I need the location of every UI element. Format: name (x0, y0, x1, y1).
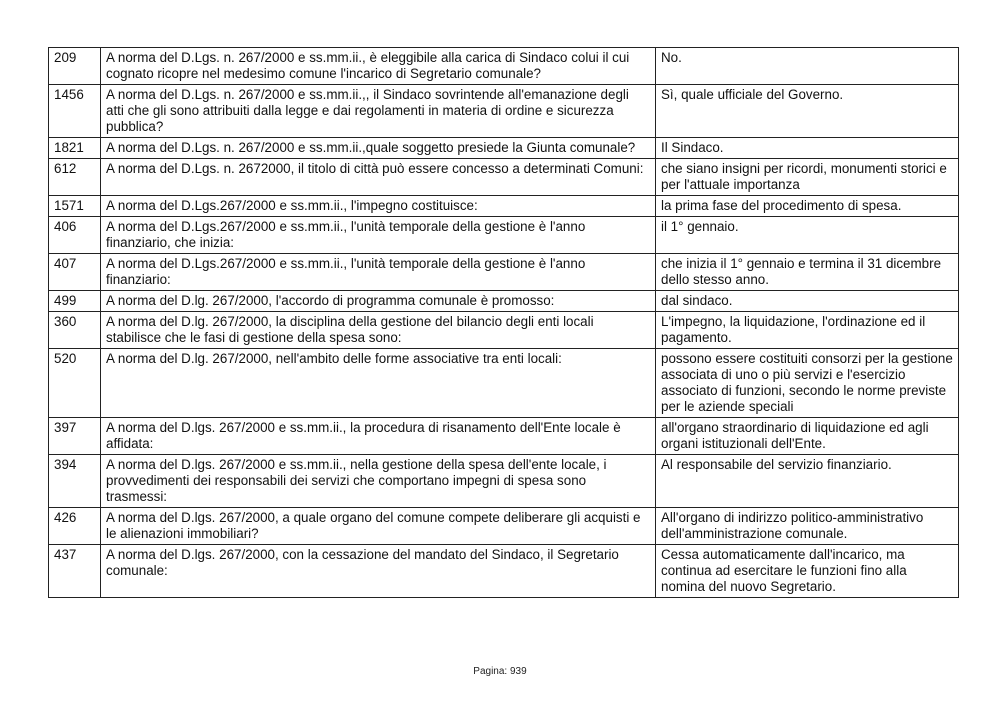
question-id: 407 (49, 254, 101, 291)
answer-text: Al responsabile del servizio finanziario. (656, 455, 959, 508)
question-text: A norma del D.lgs. 267/2000 e ss.mm.ii., la procedura di risanamento dell'Ente locale è affidata: (101, 418, 656, 455)
question-text: A norma del D.lgs. 267/2000 e ss.mm.ii., nella gestione della spesa dell'ente locale, i provvedimenti dei responsabili dei servizi che comportano impegni di spesa sono trasmessi: (101, 455, 656, 508)
question-id: 209 (49, 48, 101, 85)
question-text: A norma del D.lg. 267/2000, la disciplina della gestione del bilancio degli enti locali stabilisce che le fasi di gestione della spesa sono: (101, 312, 656, 349)
question-text: A norma del D.Lgs. n. 2672000, il titolo di città può essere concesso a determinati Comuni: (101, 159, 656, 196)
question-text: A norma del D.Lgs. n. 267/2000 e ss.mm.ii., è eleggibile alla carica di Sindaco colui il cui cognato ricopre nel medesimo comune l'incarico di Segretario comunale? (101, 48, 656, 85)
answer-text: L'impegno, la liquidazione, l'ordinazione ed il pagamento. (656, 312, 959, 349)
answer-text: possono essere costituiti consorzi per la gestione associata di uno o più servizi e l'esercizio associato di funzioni, secondo le norme previste per le aziende speciali (656, 349, 959, 418)
question-id: 520 (49, 349, 101, 418)
table-row (49, 508, 959, 545)
table-row (49, 349, 959, 418)
table-row (49, 418, 959, 455)
table-row (49, 196, 959, 217)
question-text: A norma del D.lgs. 267/2000, con la cessazione del mandato del Sindaco, il Segretario comunale: (101, 545, 656, 598)
question-text: A norma del D.lgs. 267/2000, a quale organo del comune compete deliberare gli acquisti e le alienazioni immobiliari? (101, 508, 656, 545)
table-row (49, 254, 959, 291)
question-id: 437 (49, 545, 101, 598)
question-id: 612 (49, 159, 101, 196)
question-text: A norma del D.Lgs.267/2000 e ss.mm.ii., l'unità temporale della gestione è l'anno finanziario, che inizia: (101, 217, 656, 254)
question-text: A norma del D.Lgs. n. 267/2000 e ss.mm.ii.,, il Sindaco sovrintende all'emanazione degli atti che gli sono attribuiti dalla legge e dai regolamenti in materia di ordine e sicurezza pubblica? (101, 85, 656, 138)
table-row (49, 85, 959, 138)
answer-text: all'organo straordinario di liquidazione ed agli organi istituzionali dell'Ente. (656, 418, 959, 455)
table-row (49, 138, 959, 159)
table-row (49, 455, 959, 508)
question-id: 1571 (49, 196, 101, 217)
page-number: Pagina: 939 (473, 666, 527, 677)
qa-table (48, 47, 959, 598)
question-id: 394 (49, 455, 101, 508)
question-id: 406 (49, 217, 101, 254)
table-row (49, 217, 959, 254)
question-text: A norma del D.Lgs.267/2000 e ss.mm.ii., l'unità temporale della gestione è l'anno finanziario: (101, 254, 656, 291)
answer-text: che inizia il 1° gennaio e termina il 31 dicembre dello stesso anno. (656, 254, 959, 291)
question-id: 1821 (49, 138, 101, 159)
table-row (49, 545, 959, 598)
answer-text: No. (656, 48, 959, 85)
table-row (49, 159, 959, 196)
answer-text: Cessa automaticamente dall'incarico, ma continua ad esercitare le funzioni fino alla nomina del nuovo Segretario. (656, 545, 959, 598)
question-text: A norma del D.Lgs.267/2000 e ss.mm.ii., l'impegno costituisce: (101, 196, 656, 217)
answer-text: dal sindaco. (656, 291, 959, 312)
question-text: A norma del D.lg. 267/2000, l'accordo di programma comunale è promosso: (101, 291, 656, 312)
question-id: 426 (49, 508, 101, 545)
answer-text: Il Sindaco. (656, 138, 959, 159)
question-text: A norma del D.Lgs. n. 267/2000 e ss.mm.ii.,quale soggetto presiede la Giunta comunale? (101, 138, 656, 159)
question-id: 1456 (49, 85, 101, 138)
table-row (49, 48, 959, 85)
answer-text: la prima fase del procedimento di spesa. (656, 196, 959, 217)
question-text: A norma del D.lg. 267/2000, nell'ambito delle forme associative tra enti locali: (101, 349, 656, 418)
table-row (49, 291, 959, 312)
table-row (49, 312, 959, 349)
answer-text: che siano insigni per ricordi, monumenti storici e per l'attuale importanza (656, 159, 959, 196)
question-id: 360 (49, 312, 101, 349)
answer-text: Sì, quale ufficiale del Governo. (656, 85, 959, 138)
answer-text: il 1° gennaio. (656, 217, 959, 254)
question-id: 397 (49, 418, 101, 455)
answer-text: All'organo di indirizzo politico-amministrativo dell'amministrazione comunale. (656, 508, 959, 545)
question-id: 499 (49, 291, 101, 312)
